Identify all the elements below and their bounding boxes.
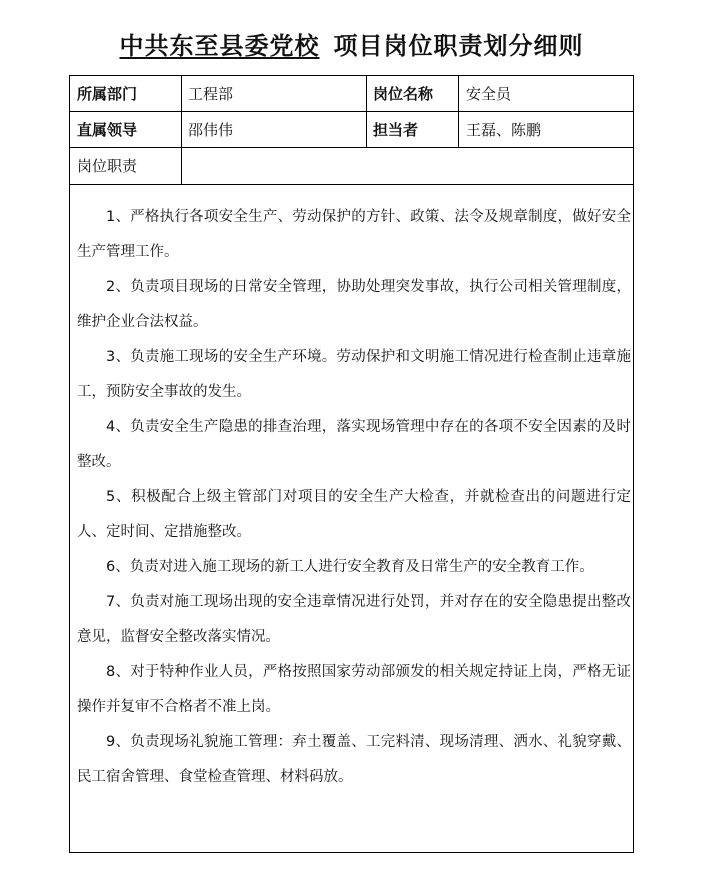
document-title (0, 26, 703, 61)
duty-item: 7、负责对施工现场出现的安全违章情况进行处罚，并对存在的安全隐患提出整改意见，监督安全整改落实情况。 (77, 594, 631, 645)
leader-value: 邵伟伟 (188, 121, 234, 139)
duty-item: 9、负责现场礼貌施工管理：弃土覆盖、工完料清、现场清理、洒水、礼貌穿戴、民工宿舍管理、食堂检查管理、材料码放。 (77, 734, 631, 785)
duty-item: 8、对于特种作业人员，严格按照国家劳动部颁发的相关规定持证上岗，严格无证操作并复审不合格者不准上岗。 (77, 664, 631, 715)
duty-item: 5、积极配合上级主管部门对项目的安全生产大检查，并就检查出的问题进行定人、定时间、定措施整改。 (77, 489, 631, 540)
duty-item: 3、负责施工现场的安全生产环境。劳动保护和文明施工情况进行检查制止违章施工，预防安全事故的发生。 (77, 349, 631, 400)
duties-list (77, 200, 631, 795)
department-value: 工程部 (188, 85, 234, 103)
title-organization: 中共东至县委党校 (119, 31, 320, 60)
department-label: 所属部门 (77, 85, 138, 103)
row-divider (70, 147, 633, 148)
title-main: 项目岗位职责划分细则 (333, 31, 584, 60)
position-label: 岗位名称 (373, 85, 434, 103)
holder-value: 王磊、陈鹏 (466, 121, 542, 139)
duty-item: 4、负责安全生产隐患的排查治理，落实现场管理中存在的各项不安全因素的及时整改。 (77, 419, 631, 470)
duties-label: 岗位职责 (77, 157, 138, 175)
leader-label: 直属领导 (77, 121, 138, 139)
column-divider (366, 76, 367, 147)
column-divider (181, 76, 182, 184)
duty-item: 6、负责对进入施工现场的新工人进行安全教育及日常生产的安全教育工作。 (106, 559, 594, 575)
duty-table (69, 75, 634, 853)
column-divider (458, 76, 459, 147)
holder-label: 担当者 (373, 121, 419, 139)
position-value: 安全员 (466, 85, 512, 103)
row-divider (70, 184, 633, 185)
duty-item: 2、负责项目现场的日常安全管理，协助处理突发事故，执行公司相关管理制度，维护企业合法权益。 (77, 279, 631, 330)
duty-item: 1、严格执行各项安全生产、劳动保护的方针、政策、法令及规章制度，做好安全生产管理工作。 (77, 209, 631, 260)
row-divider (70, 111, 633, 112)
